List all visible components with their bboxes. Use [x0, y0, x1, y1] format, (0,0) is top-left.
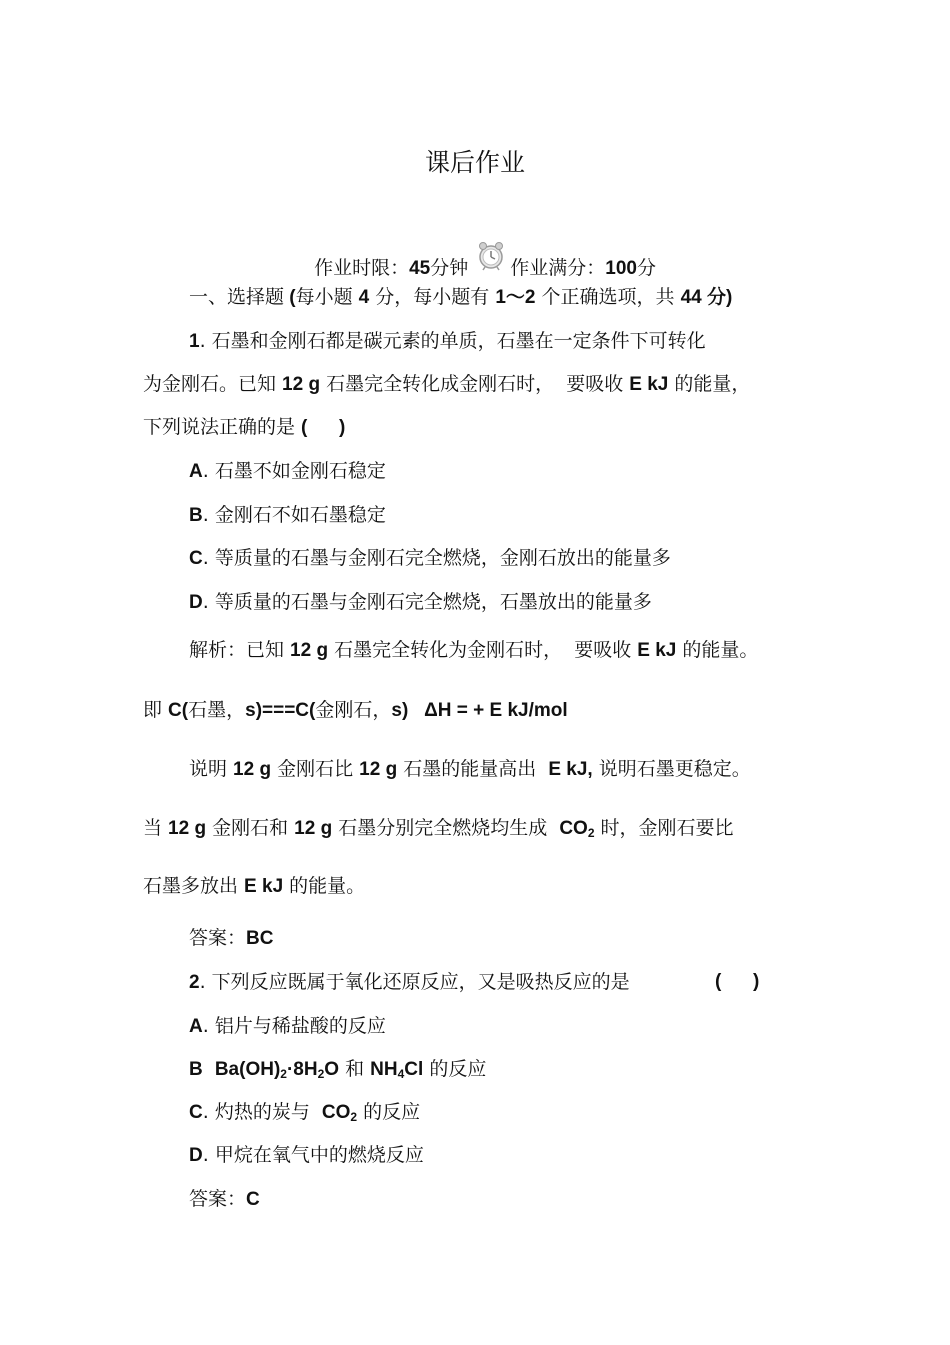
option-text: 的反应 [357, 1101, 421, 1123]
question-text: . 石墨和金刚石都是碳元素的单质，石墨在一定条件下可转化 [199, 330, 706, 352]
question-text: 石墨完全转化成金刚石时， 要吸收 [320, 373, 630, 395]
answer-label: 答案： [189, 1188, 247, 1210]
formula: CO [321, 1102, 351, 1123]
question-text: 为金刚石。已知 [143, 373, 283, 395]
formula: NH [370, 1059, 398, 1080]
question-2-option-c [189, 1099, 420, 1126]
time-unit: 分钟 [430, 257, 469, 279]
analysis-text: 金刚石和 [206, 817, 295, 839]
score-label: 作业满分： [510, 257, 606, 279]
question-1-option-a [189, 458, 386, 485]
time-value: 45 [409, 258, 431, 279]
question-2-answer [189, 1186, 260, 1213]
mass-value: 12 g [233, 759, 272, 780]
answer-value: C [246, 1189, 260, 1210]
formula-subscript: 4 [397, 1067, 405, 1081]
mass-value: 12 g [168, 818, 207, 839]
answer-label: 答案： [189, 927, 247, 949]
analysis-text: 解析：已知 [189, 639, 291, 661]
score-value: 100 [605, 258, 637, 279]
page-title: 课后作业 [424, 148, 525, 177]
answer-value: BC [246, 928, 274, 949]
option-text: . 等质量的石墨与金刚石完全燃烧，金刚石放出的能量多 [202, 547, 671, 569]
mass-value: 12 g [290, 640, 329, 661]
section-heading [189, 284, 732, 311]
analysis-text: 金刚石比 [271, 758, 360, 780]
equation-part: C( [168, 700, 189, 721]
equation-part: 金刚石， [315, 699, 392, 721]
formula: O [324, 1059, 340, 1080]
question-2-stem [189, 969, 630, 996]
analysis-text: 石墨分别完全燃烧均生成 [332, 817, 560, 839]
section-title: 一、选择题 [189, 286, 285, 308]
analysis-text: 即 [143, 699, 169, 721]
question-2-answer-blank: ( ) [715, 971, 760, 992]
section-text: 每小题 [295, 286, 359, 308]
analysis-text: 说明石墨更稳定。 [592, 758, 751, 780]
option-text: . 石墨不如金刚石稳定 [202, 460, 386, 482]
energy-value: E kJ [629, 374, 669, 395]
analysis-text: 当 [143, 817, 169, 839]
answer-blank: ( ) [301, 417, 346, 438]
question-1-option-d [189, 589, 652, 616]
option-text: . 甲烷在氧气中的燃烧反应 [202, 1144, 424, 1166]
formula-subscript: 2 [280, 1067, 287, 1081]
analysis-text: 时，金刚石要比 [594, 817, 734, 839]
option-letter: D [189, 592, 203, 613]
question-1-stem-line-2 [143, 371, 750, 398]
formula-subscript: 2 [587, 826, 595, 840]
time-label: 作业时限： [314, 257, 410, 279]
option-text: 的反应 [423, 1058, 487, 1080]
analysis-line-4 [143, 815, 734, 842]
section-text: 个正确选项，共 [535, 286, 681, 308]
formula-subscript: 2 [317, 1067, 325, 1081]
energy-value: E kJ, [548, 759, 593, 780]
option-letter: C [189, 548, 203, 569]
score-unit: 分 [636, 257, 656, 279]
formula: ·8H [286, 1059, 318, 1080]
formula: Cl [404, 1059, 424, 1080]
question-2-option-b [189, 1056, 486, 1083]
homework-meta [302, 224, 656, 282]
question-2-option-a [189, 1013, 386, 1040]
question-number: 2 [189, 972, 200, 993]
analysis-text: 的能量。 [676, 639, 759, 661]
option-letter: B [189, 505, 203, 526]
mass-value: 12 g [359, 759, 398, 780]
analysis-text: 说明 [189, 758, 234, 780]
question-1-stem-line-3 [143, 414, 345, 441]
energy-value: E kJ [244, 876, 284, 897]
question-1-stem-line-1 [189, 328, 706, 355]
equation-part: s)===C( [245, 700, 316, 721]
question-2-option-d [189, 1142, 424, 1169]
option-text: 和 [339, 1058, 371, 1080]
option-letter: C [189, 1102, 203, 1123]
option-letter: A [189, 461, 203, 482]
question-1-answer [189, 925, 273, 952]
option-text: . 等质量的石墨与金刚石完全燃烧，石墨放出的能量多 [202, 591, 652, 613]
equation-part: s) ΔH = + E kJ/mol [391, 700, 568, 721]
question-text: 下列说法正确的是 [143, 416, 302, 438]
option-letter: A [189, 1016, 203, 1037]
energy-value: E kJ [637, 640, 677, 661]
formula: CO [559, 818, 588, 839]
option-letter: D [189, 1145, 203, 1166]
option-text: . 灼热的炭与 [202, 1101, 322, 1123]
analysis-line-3 [189, 756, 751, 783]
option-text: . 铝片与稀盐酸的反应 [202, 1015, 386, 1037]
analysis-text: 石墨的能量高出 [397, 758, 549, 780]
question-text: . 下列反应既属于氧化还原反应，又是吸热反应的是 [199, 971, 630, 993]
question-number: 1 [189, 331, 200, 352]
mass-value: 12 g [282, 374, 321, 395]
analysis-text: 石墨完全转化为金刚石时， 要吸收 [328, 639, 638, 661]
analysis-text: 石墨多放出 [143, 875, 245, 897]
section-points-each: 4 [358, 287, 370, 308]
section-text: 分，每小题有 [369, 286, 496, 308]
section-text-end: 分) [701, 287, 733, 308]
analysis-line-5 [143, 873, 365, 900]
question-1-option-b [189, 502, 386, 529]
question-1-option-c [189, 545, 671, 572]
mass-value: 12 g [294, 818, 333, 839]
equation-part: 石墨， [188, 699, 246, 721]
analysis-text: 的能量。 [283, 875, 366, 897]
analysis-equation [143, 697, 568, 724]
question-text: 的能量， [668, 373, 751, 395]
analysis-line-1 [189, 637, 758, 664]
formula-subscript: 2 [350, 1110, 358, 1124]
section-paren-open: ( [284, 287, 296, 308]
formula: Ba(OH) [214, 1059, 281, 1080]
option-letter: B [189, 1059, 203, 1080]
section-total-points: 44 [680, 287, 702, 308]
section-option-count: 1～2 [495, 287, 536, 308]
option-text: . 金刚石不如石墨稳定 [202, 504, 386, 526]
alarm-clock-icon [476, 250, 502, 280]
